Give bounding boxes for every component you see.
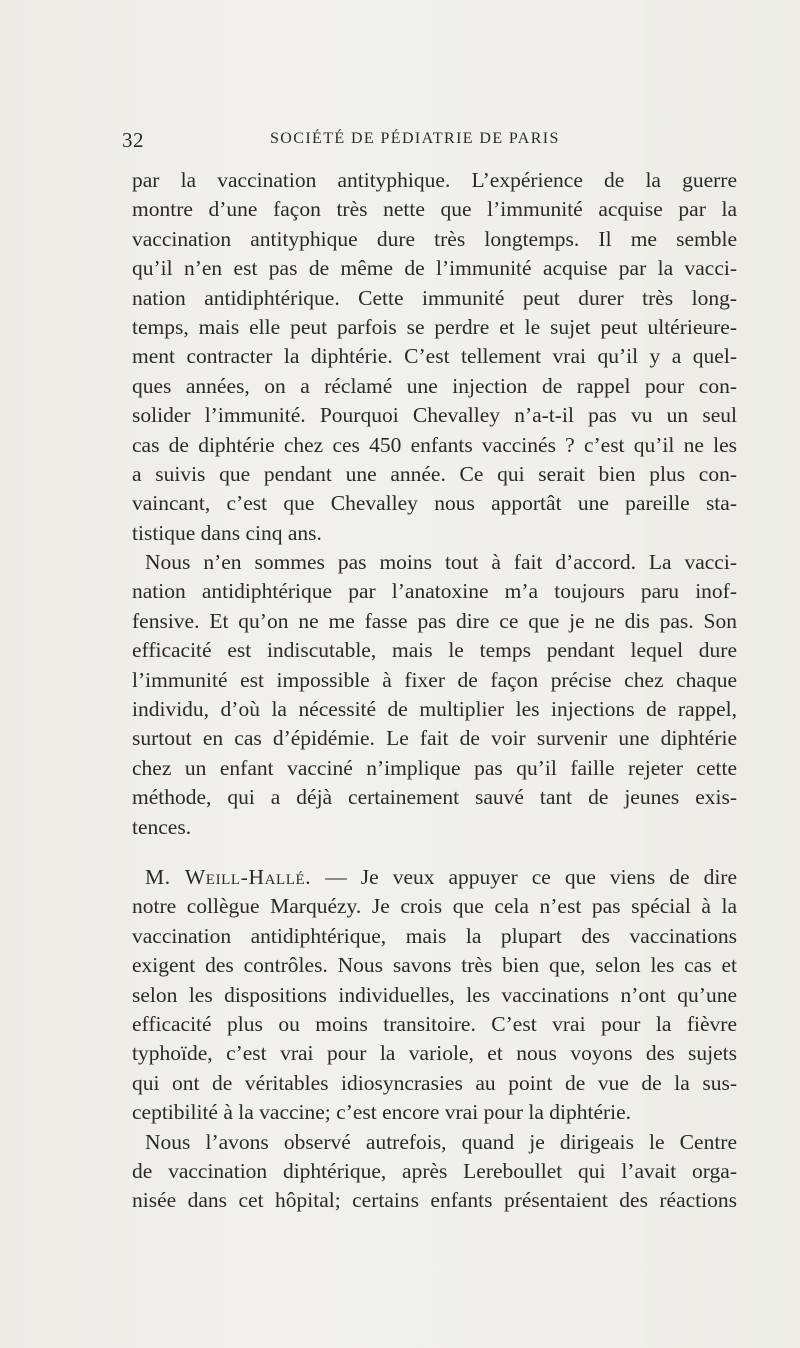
text-line: méthode, qui a déjà certainement sauvé tant de jeunes exis-	[132, 785, 737, 810]
paragraph	[132, 863, 737, 1128]
text-line: qui ont de véritables idiosyncrasies au point de vue de la sus-	[132, 1070, 737, 1095]
body-text	[132, 166, 737, 1216]
text-line: tences.	[132, 814, 192, 839]
text-line	[132, 863, 737, 892]
text-line: nation antidiphtérique par l’anatoxine m’a toujours paru inof-	[132, 579, 737, 604]
text-line: par la vaccination antityphique. L’expérience de la guerre	[132, 168, 737, 192]
text-line: temps, mais elle peut parfois se perdre et le sujet peut ultérieure-	[132, 314, 737, 339]
text-line: tistique dans cinq ans.	[132, 520, 322, 545]
text-line: fensive. Et qu’on ne me fasse pas dire ce que je ne dis pas. Son	[132, 608, 737, 633]
speaker-name: M. Weill-Hallé.	[145, 864, 312, 889]
page-number: 32	[122, 128, 144, 152]
paragraph-gap	[132, 842, 737, 863]
text-line: de vaccination diphtérique, après Lereboullet qui l’avait orga-	[132, 1158, 737, 1183]
text-line: Nous l’avons observé autrefois, quand je dirigeais le Centre	[145, 1129, 737, 1154]
text-line: Nous n’en sommes pas moins tout à fait d’accord. La vacci-	[145, 550, 737, 575]
paragraph	[132, 166, 737, 548]
text-line: ment contracter la diphtérie. C’est tellement vrai qu’il y a quel-	[132, 344, 737, 369]
paragraph	[132, 548, 737, 842]
text-line: l’immunité est impossible à fixer de façon précise chez chaque	[132, 667, 737, 692]
text-line: montre d’une façon très nette que l’immunité acquise par la	[132, 197, 737, 222]
text-line: a suivis que pendant une année. Ce qui serait bien plus con-	[132, 461, 737, 486]
text-line: exigent des contrôles. Nous savons très bien que, selon les cas et	[132, 953, 737, 978]
text-line: ques années, on a réclamé une injection de rappel pour con-	[132, 373, 737, 398]
text-line: notre collègue Marquézy. Je crois que cela n’est pas spécial à la	[132, 894, 737, 919]
text-line: typhoïde, c’est vrai pour la variole, et nous voyons des sujets	[132, 1041, 737, 1066]
text-line: qu’il n’en est pas de même de l’immunité acquise par la vacci-	[132, 256, 737, 281]
text-line: chez un enfant vacciné n’implique pas qu’il faille rejeter cette	[132, 755, 737, 780]
text-line: solider l’immunité. Pourquoi Chevalley n’a-t-il pas vu un seul	[132, 403, 737, 428]
text-line: ceptibilité à la vaccine; c’est encore vrai pour la diphtérie.	[132, 1100, 632, 1125]
running-head: SOCIÉTÉ DE PÉDIATRIE DE PARIS	[270, 130, 560, 147]
text-line: surtout en cas d’épidémie. Le fait de voir survenir une diphtérie	[132, 726, 737, 751]
text-line: individu, d’où la nécessité de multiplier les injections de rappel,	[132, 697, 737, 722]
text-line: cas de diphtérie chez ces 450 enfants vaccinés ? c’est qu’il ne les	[132, 432, 737, 457]
paragraph	[132, 1128, 737, 1216]
page-header	[122, 128, 738, 156]
text-line: nisée dans cet hôpital; certains enfants présentaient des réactions	[132, 1188, 737, 1213]
text-line: efficacité est indiscutable, mais le temps pendant lequel dure	[132, 638, 737, 663]
text-line: vaincant, c’est que Chevalley nous apportât une pareille sta-	[132, 491, 737, 516]
text-line: vaccination antityphique dure très longtemps. Il me semble	[132, 226, 737, 251]
text-line: efficacité plus ou moins transitoire. C’est vrai pour la fièvre	[132, 1011, 737, 1036]
text-line: selon les dispositions individuelles, les vaccinations n’ont qu’une	[132, 982, 737, 1007]
text-line: nation antidiphtérique. Cette immunité peut durer très long-	[132, 285, 737, 310]
speaker-line-text: — Je veux appuyer ce que viens de dire	[325, 864, 737, 889]
text-line: vaccination antidiphtérique, mais la plupart des vaccinations	[132, 923, 737, 948]
